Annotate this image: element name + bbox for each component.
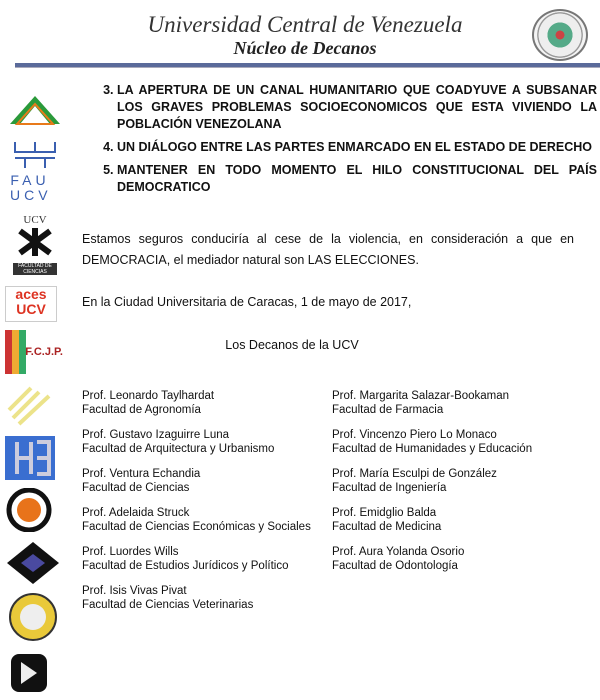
ucv-yellow-logo — [5, 384, 65, 426]
fcjp-logo: F.C.J.P. — [5, 330, 63, 374]
list-item: 5. MANTENER EN TODO MOMENTO EL HILO CONSTITUCIONAL DEL PAÍS DEMOCRATICO — [117, 162, 597, 196]
list-item: 3. LA APERTURA DE UN CANAL HUMANITARIO QUE COADYUVE A SUBSANAR LOS GRAVES PROBLEMAS SOCIOECONOMICOS QUE ESTA VIVIENDO LA POBLACIÓN VENEZOLANA — [117, 82, 597, 133]
humanidades-logo — [5, 436, 55, 480]
dean-faculty: Facultad de Farmacia — [332, 404, 444, 416]
list-item: 4. UN DIÁLOGO ENTRE LAS PARTES ENMARCADO EN EL ESTADO DE DERECHO — [117, 139, 597, 156]
dean-entry — [82, 506, 332, 534]
dean-entry — [332, 467, 592, 495]
dean-name: Prof. Isis Vivas Pivat — [82, 585, 187, 597]
fau-logo-text: FAU UCV — [10, 172, 52, 203]
dean-faculty: Facultad de Arquitectura y Urbanismo — [82, 443, 275, 455]
signoff: Los Decanos de la UCV — [225, 338, 359, 352]
header-subtitle: Núcleo de Decanos — [233, 38, 377, 58]
dean-faculty: Facultad de Ciencias Económicas y Sociales — [82, 521, 311, 533]
dean-faculty: Facultad de Agronomía — [82, 404, 201, 416]
ucv-logo-text: UCV — [23, 214, 47, 226]
fau-logo — [5, 140, 65, 206]
dean-name: Prof. Luordes Wills — [82, 546, 179, 558]
dean-faculty: Facultad de Ingeniería — [332, 482, 447, 494]
dean-faculty: Facultad de Estudios Jurídicos y Político — [82, 560, 289, 572]
dean-name: Prof. María Esculpi de González — [332, 468, 497, 480]
juridicas-logo — [5, 540, 65, 586]
aces-logo: aces UCV — [5, 286, 57, 322]
dean-name: Prof. Ventura Echandia — [82, 468, 201, 480]
dean-faculty: Facultad de Ciencias — [82, 482, 190, 494]
deans-left-column — [82, 389, 332, 623]
dean-faculty: Facultad de Odontología — [332, 560, 458, 572]
dean-entry — [82, 545, 332, 573]
ucv-seal-logo — [532, 9, 588, 61]
dean-entry — [82, 584, 332, 612]
dean-name: Prof. Gustavo Izaguirre Luna — [82, 429, 230, 441]
dean-name: Prof. Adelaida Struck — [82, 507, 190, 519]
odontologia-logo — [5, 650, 65, 696]
dean-faculty: Facultad de Medicina — [332, 521, 442, 533]
place-date: En la Ciudad Universitaria de Caracas, 1 de mayo de 2017, — [82, 295, 412, 309]
ciencias-logo-text: FACULTAD DE CIENCIAS — [13, 263, 57, 275]
dean-name: Prof. Vincenzo Piero Lo Monaco — [332, 429, 497, 441]
dean-entry — [332, 389, 592, 417]
dean-name: Prof. Margarita Salazar-Bookaman — [332, 390, 510, 402]
ciencias-logo — [5, 214, 65, 280]
dean-entry — [332, 506, 592, 534]
agronomia-logo — [5, 92, 65, 130]
body-paragraph: Estamos seguros conduciría al cese de la violencia, en consideración a que en DEMOCRACIA, el mediador natural son LAS ELECCIONES. — [82, 232, 574, 267]
dean-entry — [332, 545, 592, 573]
header-divider — [15, 63, 600, 68]
dean-entry — [332, 428, 592, 456]
dean-faculty: Facultad de Ciencias Veterinarias — [82, 599, 254, 611]
demands-list — [95, 82, 597, 202]
header-title: Universidad Central de Venezuela — [147, 12, 463, 37]
dean-entry — [82, 389, 332, 417]
dean-name: Prof. Emidglio Balda — [332, 507, 437, 519]
dean-name: Prof. Leonardo Taylhardat — [82, 390, 215, 402]
dean-faculty: Facultad de Humanidades y Educación — [332, 443, 533, 455]
dean-name: Prof. Aura Yolanda Osorio — [332, 546, 465, 558]
economia-logo — [5, 488, 65, 532]
dean-entry — [82, 428, 332, 456]
deans-right-column — [332, 389, 592, 584]
dean-entry — [82, 467, 332, 495]
veterinaria-logo — [5, 592, 65, 642]
